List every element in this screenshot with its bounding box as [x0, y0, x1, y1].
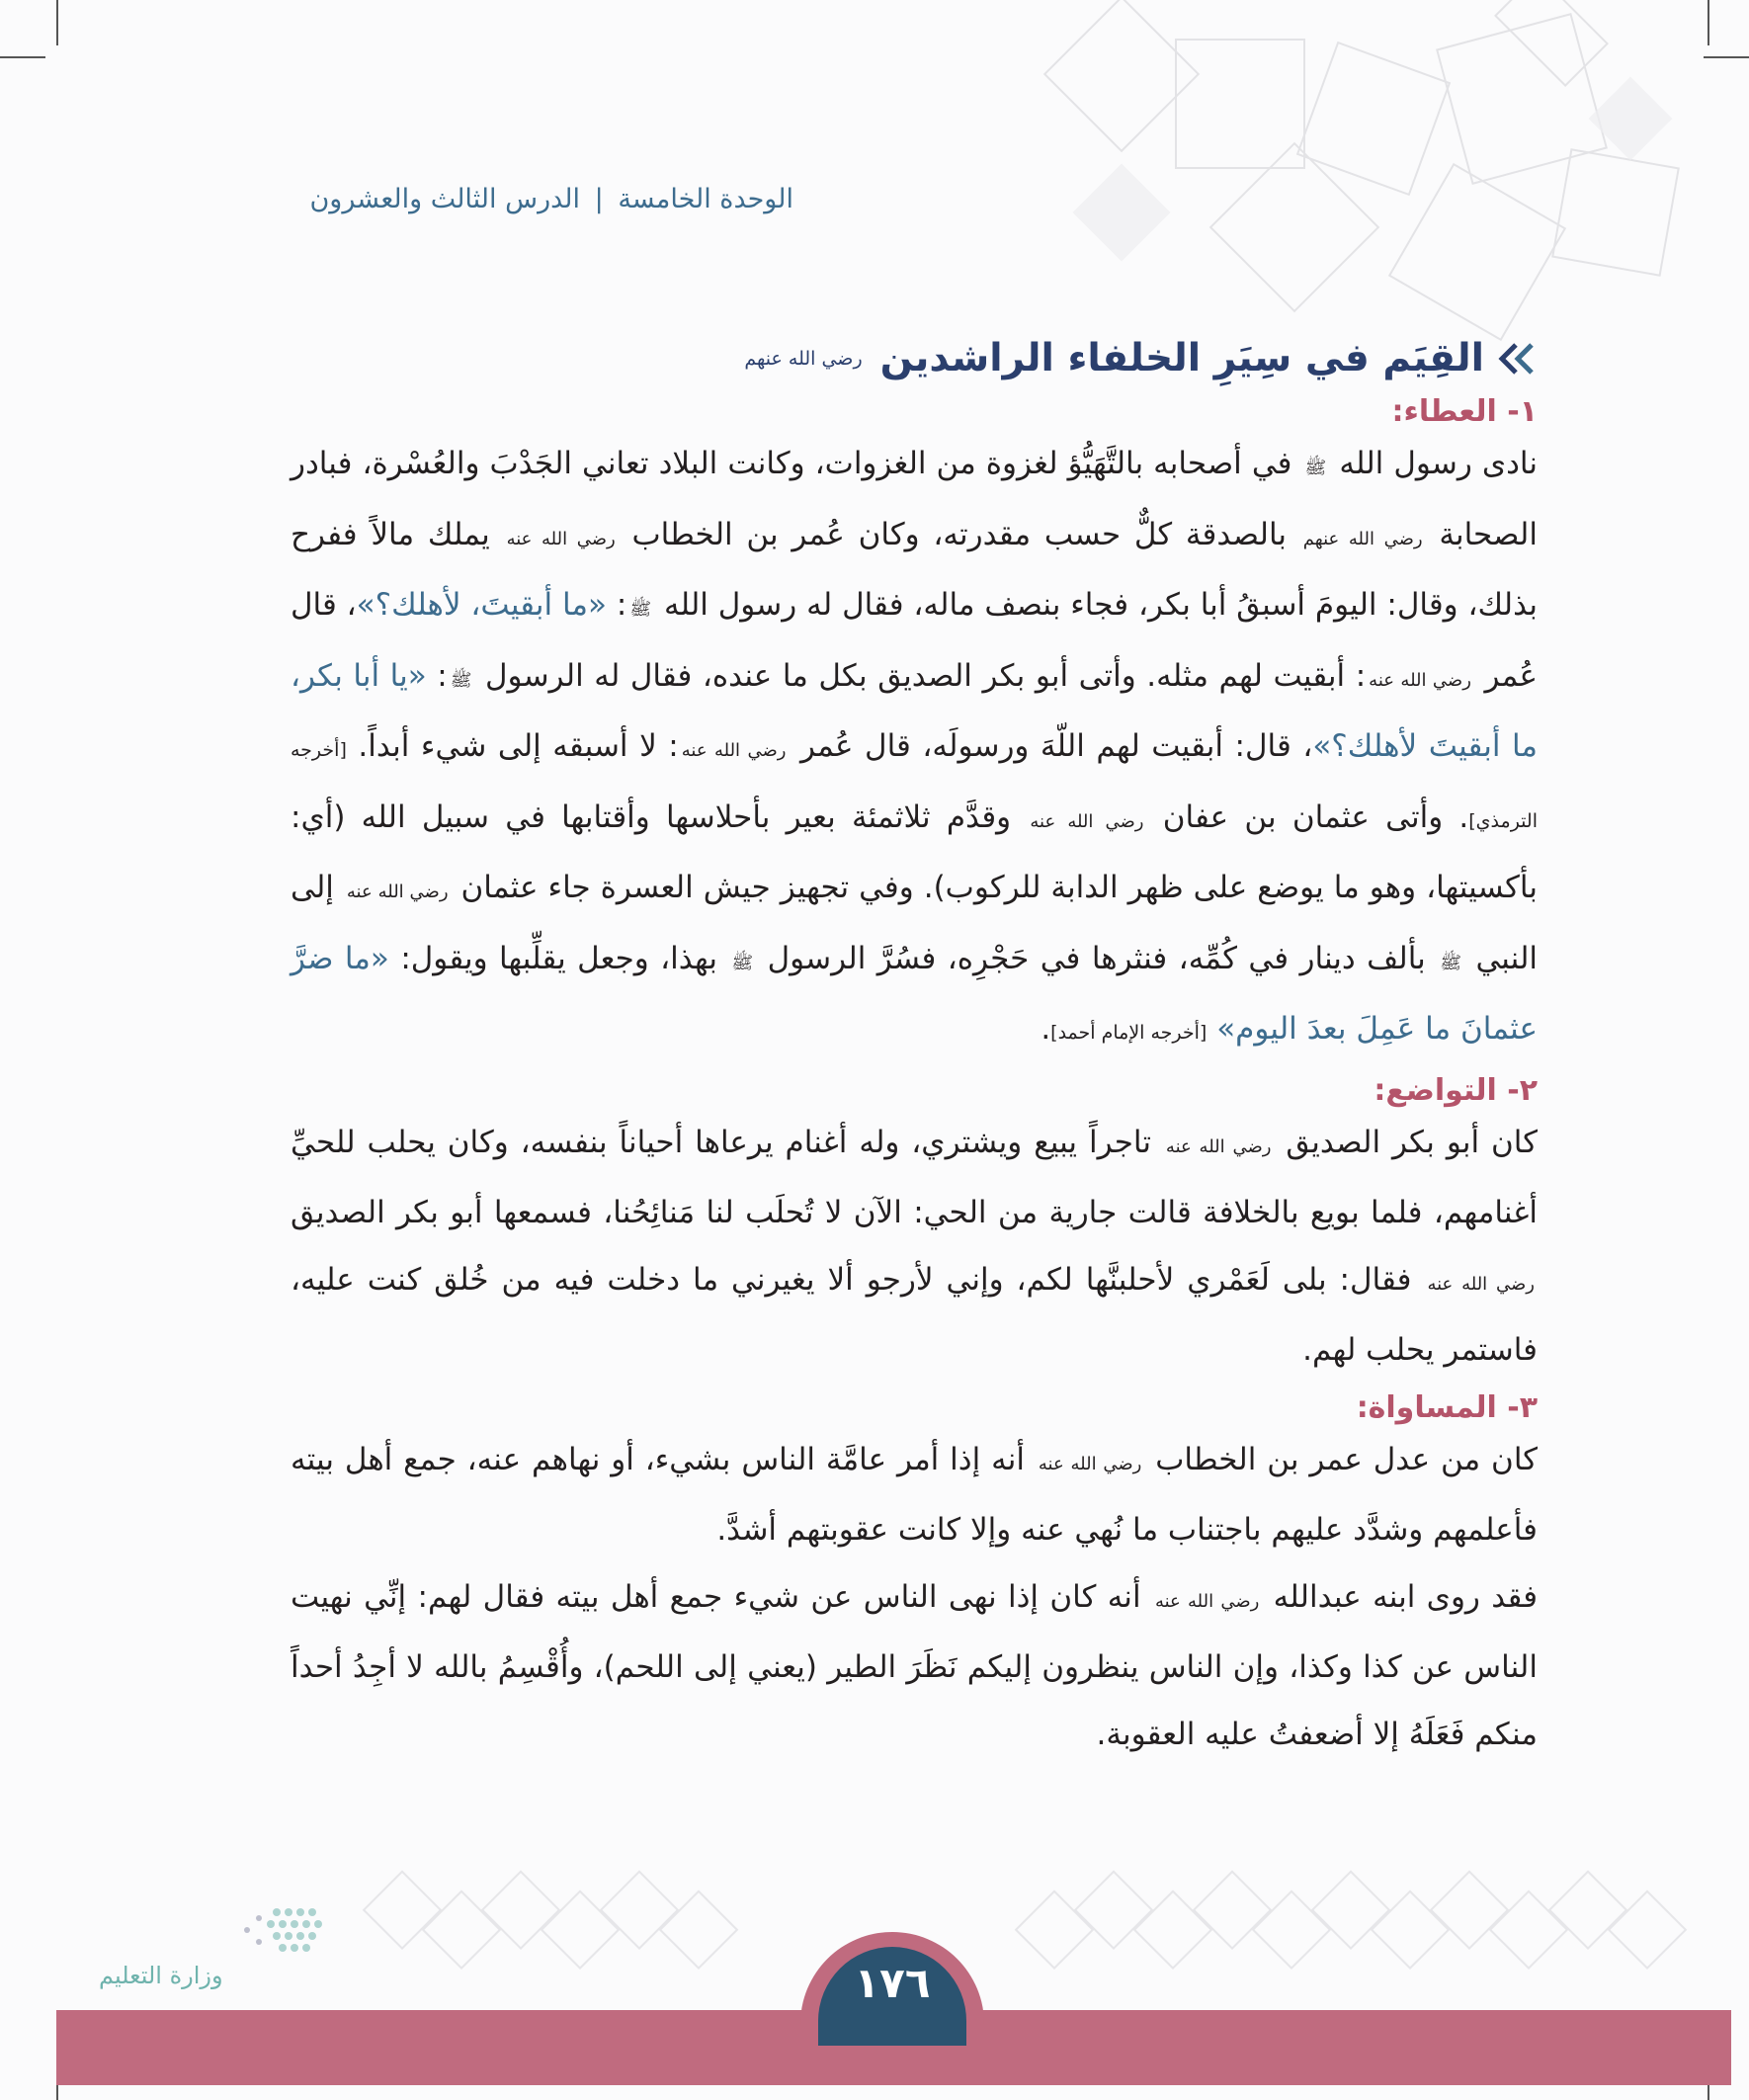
header-separator: |	[594, 184, 604, 214]
paragraph-equality-2	[291, 1564, 1538, 1769]
text-run: وقدَّم ثلاثمئة بعير بأحلاسها وأقتابها في سبيل الله (أي: بأكسيتها، وهو ما يوضع على ظهر الدابة للركوب). وفي تجهيز جيش العسرة جاء عثمان	[291, 798, 1539, 905]
honorific-mark: رضي الله عنه	[1369, 669, 1471, 691]
honorific-mark: رضي الله عنهم	[744, 347, 863, 370]
paragraph-equality-1	[291, 1427, 1538, 1564]
text-run: بألف دينار في كُمِّه، فنثرها في حَجْرِه، فسُرَّ الرسول	[767, 940, 1426, 976]
honorific-mark: ﷺ	[731, 952, 754, 973]
text-run: ، قال: أبقيت لهم اللّهَ ورسولَه، قال عُمر	[800, 728, 1313, 764]
honorific-mark: رضي الله عنه	[681, 740, 787, 761]
page-content	[291, 336, 1538, 1768]
section-heading-equality: ٣- المساواة:	[1356, 1389, 1538, 1425]
honorific-mark: رضي الله عنه	[1038, 1453, 1142, 1474]
text-run: : لا أسبقه إلى شيء أبداً.	[358, 728, 679, 764]
text-run: تاجراً يبيع ويشتري، وله أغنام يرعاها أحياناً بنفسه، وكان يحلب للحيِّ أغنامهم، فلما بويع بالخلافة قالت جارية من الحي: الآن لا تُحلَب لنا مَنائِحُنا، فسمعها أبو بكر الصديق	[291, 1124, 1538, 1230]
header-lesson: الدرس الثالث والعشرون	[309, 184, 581, 214]
citation: [أخرجه الترمذي]	[291, 739, 1538, 832]
hadith-quote: «يا أبا بكر، ما أبقيتَ لأهلك؟»	[291, 657, 1539, 764]
text-run: :	[437, 657, 448, 694]
ministry-name: وزارة التعليم	[99, 1962, 223, 1989]
honorific-mark: رضي الله عنه	[1030, 810, 1144, 832]
hadith-quote: «ما ضرَّ عثمانَ ما عَمِلَ بعدَ اليوم»	[291, 940, 1538, 1047]
honorific-mark: رضي الله عنه	[1427, 1273, 1535, 1295]
honorific-mark: ﷺ	[1440, 952, 1461, 973]
section-title	[291, 336, 1538, 380]
honorific-mark: رضي الله عنه	[506, 528, 616, 549]
paragraph-giving	[291, 431, 1538, 1067]
hadith-quote: «ما أبقيتَ، لأهلك؟»	[356, 587, 607, 623]
honorific-mark: ﷺ	[1304, 458, 1327, 478]
running-header	[290, 184, 793, 214]
honorific-mark: ﷺ	[450, 669, 472, 691]
paragraph-humility	[291, 1110, 1538, 1385]
text-run: كان أبو بكر الصديق	[1286, 1124, 1539, 1160]
page-number: ١٧٦	[818, 1947, 966, 2046]
text-run: .	[1041, 1011, 1051, 1047]
text-run: أنه إذا أمر عامَّة الناس بشيء، أو نهاهم عنه، جمع أهل بيته فأعلمهم وشدَّد عليهم باجتناب ما نُهي عنه وإلا كانت عقوبتهم أشدَّ.	[291, 1441, 1538, 1548]
section-heading-giving: ١- العطاء:	[1391, 394, 1538, 429]
text-run: . وأتى عثمان بن عفان	[1162, 798, 1469, 835]
text-run: : أبقيت لهم مثله. وأتى أبو بكر الصديق بكل ما عنده، فقال له الرسول	[485, 657, 1367, 694]
text-run: نادى رسول الله	[1339, 446, 1538, 481]
honorific-mark: رضي الله عنهم	[1302, 528, 1423, 549]
text-run: يملك مالاً ففرح بذلك، وقال: اليومَ أسبقُ أبا بكر، فجاء بنصف ماله، فقال له رسول الله	[291, 516, 1538, 623]
citation: [أخرجه الإمام أحمد]	[1050, 1022, 1208, 1044]
text-run: في أصحابه بالتَّهَيُّؤ لغزوة من الغزوات، وكانت البلاد تعاني الجَدْبَ والعُسْرة، فبادر الصحابة	[291, 446, 1538, 552]
text-run: فقد روى ابنه عبدالله	[1273, 1578, 1539, 1615]
honorific-mark: ﷺ	[629, 599, 652, 620]
honorific-mark: رضي الله عنه	[1165, 1135, 1272, 1157]
honorific-mark: رضي الله عنه	[346, 882, 449, 902]
section-heading-humility: ٢- التواضع:	[1374, 1072, 1538, 1108]
text-run: إلى النبي	[291, 870, 1539, 976]
text-run: بالصدقة كلٌّ حسب مقدرته، وكان عُمر بن الخطاب	[631, 516, 1288, 552]
honorific-mark: رضي الله عنه	[1154, 1590, 1260, 1612]
text-run: ، قال عُمر	[291, 587, 1539, 694]
text-run: فقال: بلى لَعَمْري لأحلبنَّها لكم، وإني لأرجو ألا يغيرني ما دخلت فيه من خُلق كنت عليه، فاستمر يحلب لهم.	[291, 1261, 1538, 1368]
text-run: كان من عدل عمر بن الخطاب	[1155, 1441, 1539, 1477]
header-unit: الوحدة الخامسة	[618, 184, 793, 214]
page-title: القِيَم في سِيَرِ الخلفاء الراشدين	[879, 336, 1484, 380]
text-run: :	[616, 587, 627, 623]
text-run: بهذا، وجعل يقلِّبها ويقول:	[400, 940, 717, 976]
text-run: أنه كان إذا نهى الناس عن شيء جمع أهل بيته فقال لهم: إنِّي نهيت الناس عن كذا وكذا، وإن الناس ينظرون إليكم نَظَرَ الطير (يعني إلى اللحم)، وأُقْسِمُ بالله لا أجِدُ أحداً منكم فَعَلَهُ إلا أضعفتُ عليه العقوبة.	[291, 1578, 1538, 1752]
double-chevron-icon	[1498, 342, 1538, 376]
